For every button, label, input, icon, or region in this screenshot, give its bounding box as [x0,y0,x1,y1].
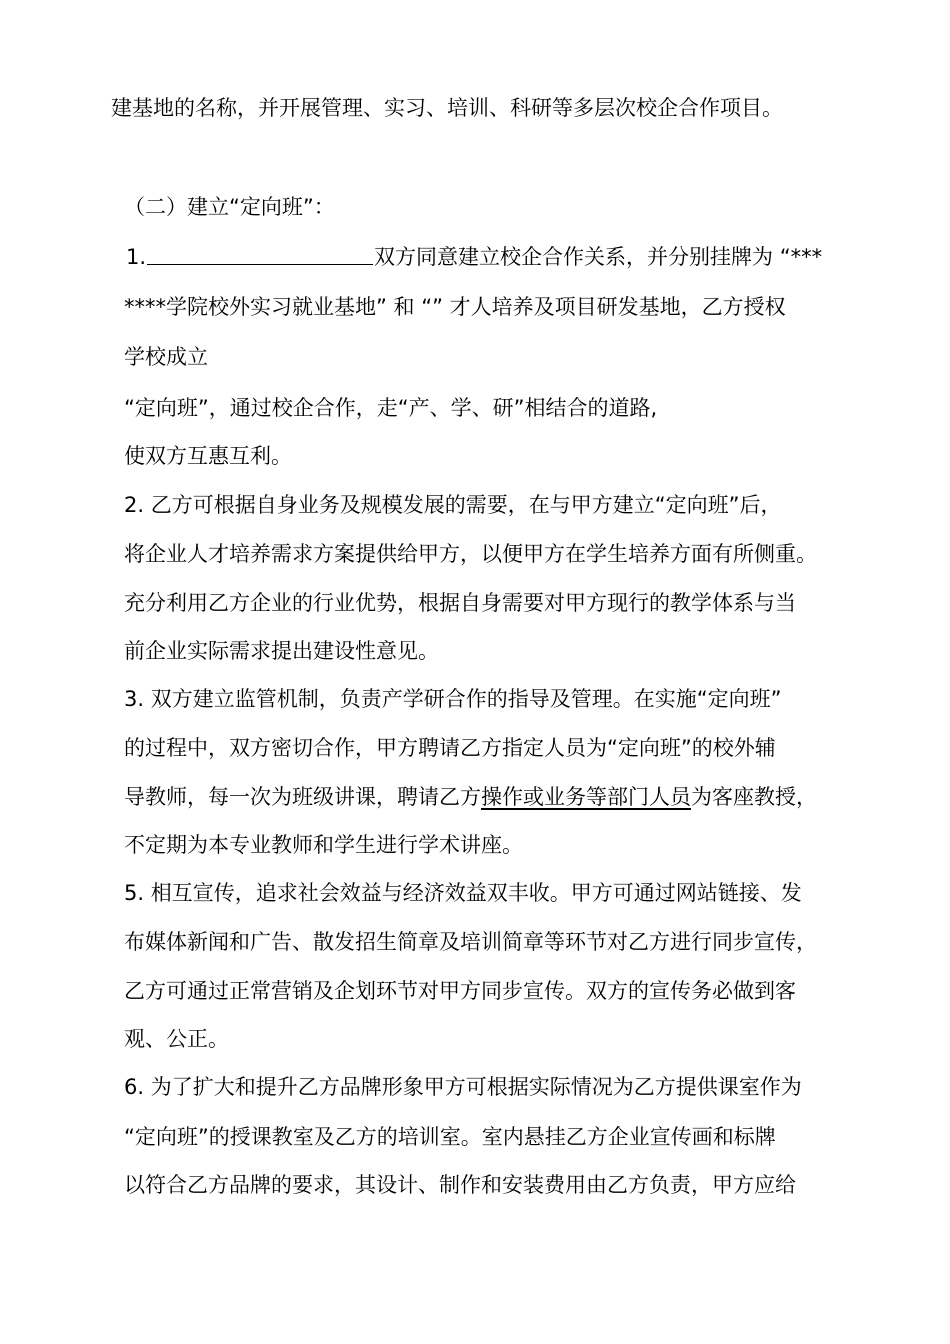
underlined-text: 操作或业务等部门人员 [481,785,691,809]
text-line: 的过程中，双方密切合作，甲方聘请乙方指定人员为“定向班”的校外辅 [124,736,776,760]
text-line: 观、公正。 [124,1027,229,1051]
text-line: 建基地的名称，并开展管理、实习、培训、科研等多层次校企合作项目。 [111,96,783,120]
text-line: 3. 双方建立监管机制，负责产学研合作的指导及管理。在实施“定向班” [124,687,782,711]
text-line: 以符合乙方品牌的要求，其设计、制作和安装费用由乙方负责，甲方应给 [124,1173,796,1197]
section-heading: （二）建立“定向班”： [124,195,335,219]
text-span: 导教师，每一次为班级讲课，聘请乙方 [124,785,481,809]
item-number: 1. [126,245,147,269]
text-span: 为客座教授， [691,785,817,809]
text-line: 乙方可通过正常营销及企划环节对甲方同步宣传。双方的宣传务必做到客 [124,979,796,1003]
text-line: ****学院校外实习就业基地” 和 “” 才人培养及项目研发基地，乙方授权 [124,295,786,319]
text-line: 5. 相互宣传，追求社会效益与经济效益双丰收。甲方可通过网站链接、发 [124,881,802,905]
text-line: 充分利用乙方企业的行业优势，根据自身需要对甲方现行的教学体系与当 [124,591,796,615]
text-line: 布媒体新闻和广告、散发招生简章及培训简章等环节对乙方进行同步宣传， [124,930,817,954]
text-line: “定向班”的授课教室及乙方的培训室。室内悬挂乙方企业宣传画和标牌 [124,1125,776,1149]
fill-in-blank [147,244,373,265]
text-span: 双方同意建立校企合作关系，并分别挂牌为 “*** [374,245,823,269]
text-line: “定向班”，通过校企合作，走“产、学、研”相结合的道路, [124,396,658,420]
text-line: 不定期为本专业教师和学生进行学术讲座。 [124,833,523,857]
text-line: 学校成立 [124,345,208,369]
text-line: 使双方互惠互利。 [124,444,292,468]
text-line: 前企业实际需求提出建设性意见。 [124,639,439,663]
text-line: 6. 为了扩大和提升乙方品牌形象甲方可根据实际情况为乙方提供课室作为 [124,1075,802,1099]
text-line [124,783,817,811]
text-line [126,243,822,271]
text-line: 2. 乙方可根据自身业务及规模发展的需要，在与甲方建立“定向班”后， [124,493,782,517]
text-line: 将企业人才培养需求方案提供给甲方，以便甲方在学生培养方面有所侧重。 [124,542,817,566]
